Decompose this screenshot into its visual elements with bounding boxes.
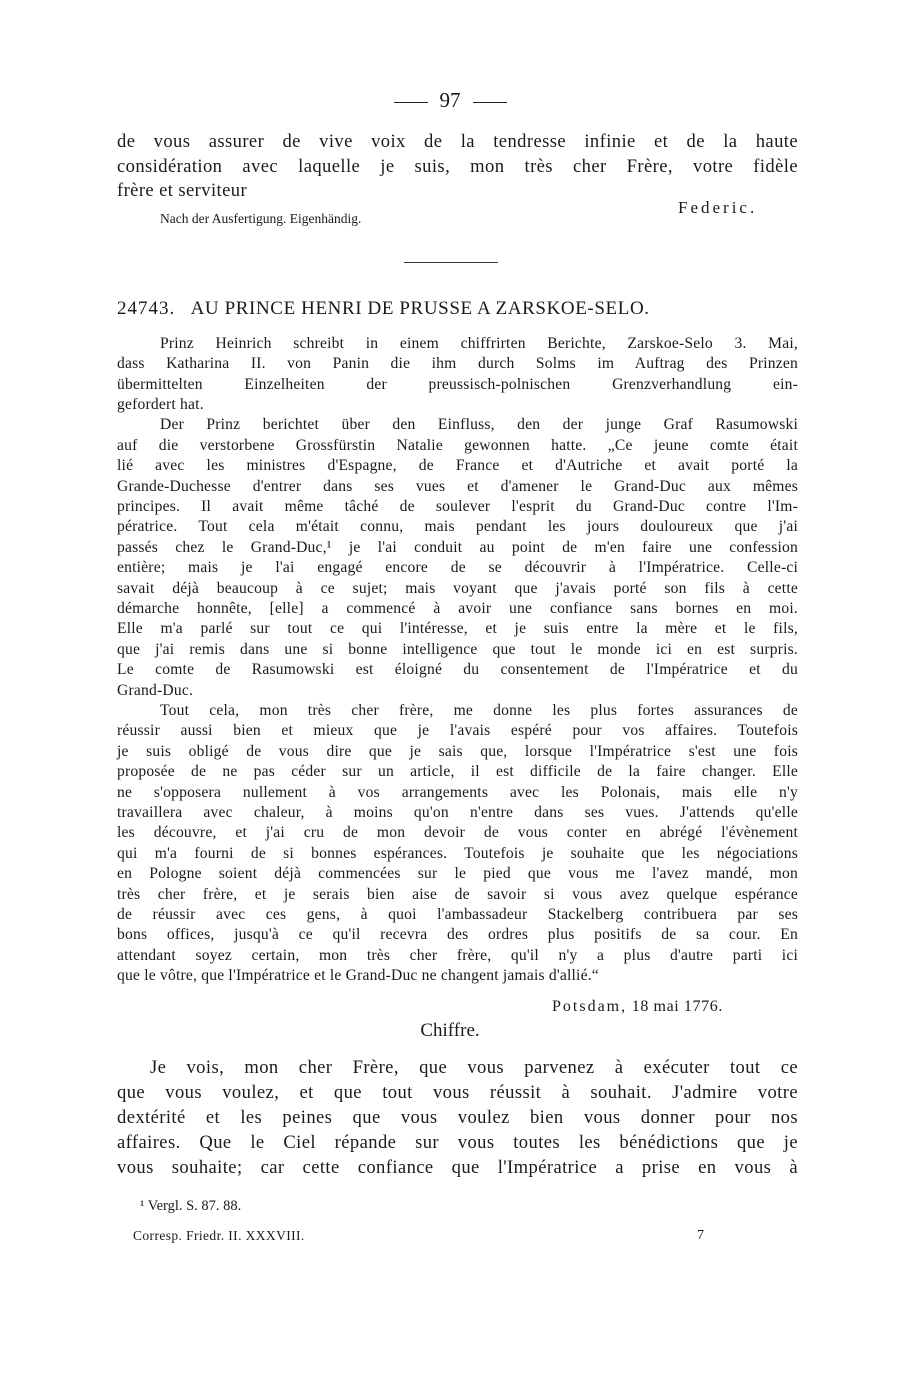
body-line: affaires. Que le Ciel répande sur vous toutes les bénédictions que je (117, 1132, 798, 1153)
footer-signature-mark: 7 (697, 1228, 704, 1243)
summary-line: qui m'a fourni de si bonnes espérances. Toutefois je souhaite que les négociations (117, 845, 798, 862)
footer-citation: Corresp. Friedr. II. XXXVIII. (133, 1228, 305, 1243)
summary-line: pératrice. Tout cela m'était connu, mais pendant les jours douloureux que j'ai (117, 518, 798, 535)
dateline-date: 18 mai 1776. (631, 998, 723, 1015)
summary-line: attendant soyez certain, mon très cher frère, qu'il n'y a plus d'autre parti ici (117, 947, 798, 964)
summary-line: les découvre, et j'ai cru de mon devoir de vous conter en abrégé l'évènement (117, 824, 798, 841)
closing-line: frère et serviteur (117, 180, 248, 201)
summary-line: übermittelten Einzelheiten der preussisch-polnischen Grenzverhandlung ein- (117, 376, 798, 393)
summary-line: auf die verstorbene Grossfürstin Natalie gewonnen hatte. „Ce jeune comte était (117, 437, 798, 454)
summary-line: je suis obligé de vous dire que je sais que, lorsque l'Impératrice s'est une fois (117, 743, 798, 760)
summary-line: entière; mais je l'ai engagé encore de se découvrir à l'Impératrice. Celle-ci (117, 559, 798, 576)
summary-line: de réussir avec ces gens, à quoi l'ambassadeur Stackelberg contribuera par ses (117, 906, 798, 923)
summary-line: démarche honnête, [elle] a commencé à avoir une confiance sans bornes en moi. (117, 600, 798, 617)
cipher-label: Chiffre. (420, 1020, 480, 1041)
summary-line: savait déjà beaucoup à ce sujet; mais voyant que j'avais porté son fils à cette (117, 580, 798, 597)
summary-line: lié avec les ministres d'Espagne, de France et d'Autriche et avait porté la (117, 457, 798, 474)
summary-line: Prinz Heinrich schreibt in einem chiffrirten Berichte, Zarskoe-Selo 3. Mai, (160, 335, 798, 352)
page-number: 97 (0, 88, 900, 113)
summary-line: Grand-Duc. (117, 682, 194, 699)
summary-line: travaillera avec chaleur, à moins qu'on n'entre dans ses vues. J'attends qu'elle (117, 804, 798, 821)
summary-line: dass Katharina II. von Panin die ihm durch Solms im Auftrag des Prinzen (117, 355, 798, 372)
section-divider (404, 262, 498, 263)
footnote: ¹ Vergl. S. 87. 88. (140, 1198, 242, 1214)
summary-line: en Pologne soient déjà commencées sur le pied que vous me l'avez mandé, mon (117, 865, 798, 882)
summary-line: gefordert hat. (117, 396, 204, 413)
summary-line: Elle m'a parlé sur tout ce qui l'intéresse, et je suis entre la mère et le fils, (117, 620, 798, 637)
summary-line: bons offices, jusqu'à ce qu'il recevra des ordres plus positifs de sa cour. En (117, 926, 798, 943)
dateline-place: Potsdam, (552, 998, 628, 1015)
summary-line: Tout cela, mon très cher frère, me donne les plus fortes assurances de (160, 702, 798, 719)
summary-line: ne s'opposera nullement à vos arrangements avec les Polonais, mais elle n'y (117, 784, 798, 801)
source-note: Nach der Ausfertigung. Eigenhändig. (160, 211, 362, 226)
summary-line: Grande-Duchesse d'entrer dans ses vues et d'amener le Grand-Duc aux mêmes (117, 478, 798, 495)
letter-number: 24743. (117, 298, 176, 319)
letter-title: AU PRINCE HENRI DE PRUSSE A ZARSKOE-SELO. (190, 298, 650, 319)
summary-line: très cher frère, et je serais bien aise de savoir si vous avez quelque espérance (117, 886, 798, 903)
dateline (552, 998, 723, 1016)
summary-line: Der Prinz berichtet über den Einfluss, den der junge Graf Rasumowski (160, 416, 798, 433)
body-line: vous souhaite; car cette confiance que l'Impératrice a prise en vous à (117, 1157, 798, 1178)
closing-line: de vous assurer de vive voix de la tendresse infinie et de la haute (117, 131, 798, 152)
summary-line: passés chez le Grand-Duc,¹ je l'ai conduit au point de m'en faire une confession (117, 539, 798, 556)
summary-line: que le vôtre, que l'Impératrice et le Grand-Duc ne changent jamais d'allié.“ (117, 967, 599, 984)
signature: Federic. (678, 198, 758, 217)
summary-line: principes. Il avait même tâché de soulever l'esprit du Grand-Duc contre l'Im- (117, 498, 798, 515)
closing-line: considération avec laquelle je suis, mon très cher Frère, votre fidèle (117, 156, 798, 177)
body-line: Je vois, mon cher Frère, que vous parvenez à exécuter tout ce (150, 1057, 798, 1078)
header-rule-left (394, 102, 428, 103)
body-line: que vous voulez, et que tout vous réussit à souhait. J'admire votre (117, 1082, 798, 1103)
header-rule-right (473, 102, 507, 103)
letter-heading (117, 298, 800, 320)
summary-line: proposée de ne pas céder sur un article, il est difficile de la faire changer. Elle (117, 763, 798, 780)
body-line: dextérité et les peines que vous voulez bien vous donner pour nos (117, 1107, 798, 1128)
summary-line: Le comte de Rasumowski est éloigné du consentement de l'Impératrice et du (117, 661, 798, 678)
summary-line: que j'ai remis dans une si bonne intelligence que tout le monde ici en est surpris. (117, 641, 798, 658)
summary-line: réussir aussi bien et mieux que je l'avais espéré pour vos affaires. Toutefois (117, 722, 798, 739)
